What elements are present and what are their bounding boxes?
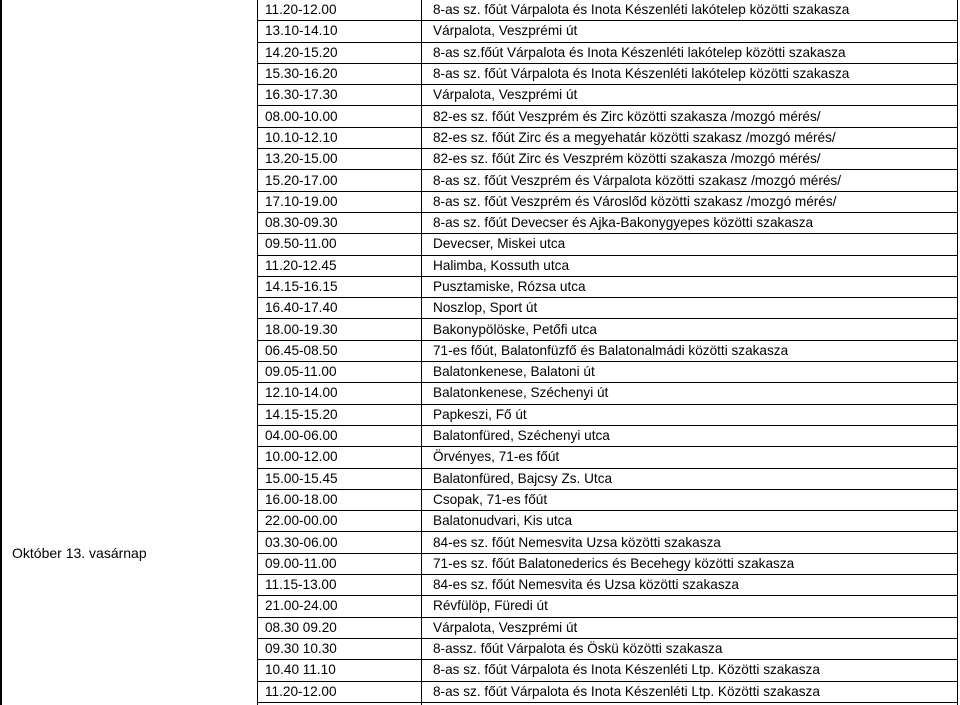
table-row xyxy=(257,553,958,574)
table-row xyxy=(257,42,958,63)
location-cell: Várpalota, Veszprémi út xyxy=(425,617,958,638)
location-cell: 8-as sz. főút Várpalota és Inota Készenléti lakótelep közötti szakasza xyxy=(425,0,958,21)
time-cell: 06.45-08.50 xyxy=(257,340,425,361)
table-row xyxy=(257,255,958,276)
table-row xyxy=(257,106,958,127)
location-cell: 82-es sz. főút Veszprém és Zirc közötti szakasza /mozgó mérés/ xyxy=(425,106,958,127)
time-cell: 15.00-15.45 xyxy=(257,468,425,489)
location-cell: 8-as sz. főút Devecser és Ajka-Bakonygyepes közötti szakasza xyxy=(425,212,958,233)
time-cell: 09.50-11.00 xyxy=(257,234,425,255)
location-cell: Devecser, Miskei utca xyxy=(425,234,958,255)
table-row xyxy=(257,170,958,191)
table-row xyxy=(257,149,958,170)
location-cell: 84-es sz. főút Nemesvita és Uzsa közötti szakasza xyxy=(425,575,958,596)
location-cell: 8-as sz. főút Várpalota és Inota Készenléti lakótelep közötti szakasza xyxy=(425,63,958,84)
time-cell: 13.20-15.00 xyxy=(257,149,425,170)
table-row xyxy=(257,63,958,84)
time-cell: 11.20-12.00 xyxy=(257,0,425,21)
table-row xyxy=(257,575,958,596)
time-cell: 12.10-14.00 xyxy=(257,383,425,404)
time-cell: 16.40-17.40 xyxy=(257,298,425,319)
table-row xyxy=(257,617,958,638)
table-row xyxy=(257,681,958,702)
table-row xyxy=(257,489,958,510)
location-cell: Balatonkenese, Balatoni út xyxy=(425,362,958,383)
location-cell: 71-es főút, Balatonfüzfő és Balatonalmádi közötti szakasza xyxy=(425,340,958,361)
time-cell: 17.10-19.00 xyxy=(257,191,425,212)
time-cell: 15.20-17.00 xyxy=(257,170,425,191)
location-cell: 8-as sz. főút Várpalota és Inota Készenléti Ltp. Közötti szakasza xyxy=(425,681,958,702)
time-cell: 09.05-11.00 xyxy=(257,362,425,383)
time-cell: 21.00-24.00 xyxy=(257,596,425,617)
time-cell: 08.00-10.00 xyxy=(257,106,425,127)
time-cell: 11.20-12.45 xyxy=(257,255,425,276)
time-cell: 10.10-12.10 xyxy=(257,127,425,148)
time-cell: 22.00-00.00 xyxy=(257,511,425,532)
location-cell: Balatonfüred, Széchenyi utca xyxy=(425,425,958,446)
table-row xyxy=(257,127,958,148)
time-cell: 15.30-16.20 xyxy=(257,63,425,84)
time-cell: 03.30-06.00 xyxy=(257,532,425,553)
location-cell: 8-as sz. főút Veszprém és Várpalota közötti szakasz /mozgó mérés/ xyxy=(425,170,958,191)
time-cell: 09.00-11.00 xyxy=(257,553,425,574)
location-cell: Várpalota, Veszprémi út xyxy=(425,21,958,42)
location-cell: 8-as sz.főút Várpalota és Inota Készenléti lakótelep közötti szakasza xyxy=(425,42,958,63)
time-cell: 16.00-18.00 xyxy=(257,489,425,510)
location-cell: Pusztamiske, Rózsa utca xyxy=(425,276,958,297)
table-row xyxy=(257,234,958,255)
table-row xyxy=(257,362,958,383)
time-cell: 14.15-16.15 xyxy=(257,276,425,297)
location-cell: 71-es sz. főút Balatonederics és Becehegy közötti szakasza xyxy=(425,553,958,574)
location-cell: 8-assz. főút Várpalota és Öskü közötti szakasza xyxy=(425,638,958,659)
table-row xyxy=(257,85,958,106)
day-label: Október 13. vasárnap xyxy=(12,545,147,561)
location-cell: Papkeszi, Fő út xyxy=(425,404,958,425)
location-cell: 82-es sz. főút Zirc és Veszprém közötti szakasza /mozgó mérés/ xyxy=(425,149,958,170)
location-cell: Halimba, Kossuth utca xyxy=(425,255,958,276)
location-cell: Révfülöp, Füredi út xyxy=(425,596,958,617)
table-row xyxy=(257,340,958,361)
table-row xyxy=(257,276,958,297)
location-cell: Várpalota, Veszprémi út xyxy=(425,85,958,106)
table-row xyxy=(257,404,958,425)
table-row xyxy=(257,298,958,319)
schedule-table xyxy=(257,0,958,703)
time-cell: 08.30 09.20 xyxy=(257,617,425,638)
location-cell: Balatonudvari, Kis utca xyxy=(425,511,958,532)
time-cell: 14.20-15.20 xyxy=(257,42,425,63)
left-border xyxy=(0,0,2,705)
time-cell: 11.20-12.00 xyxy=(257,681,425,702)
location-cell: Bakonypölöske, Petőfi utca xyxy=(425,319,958,340)
table-row xyxy=(257,447,958,468)
table-row xyxy=(257,319,958,340)
time-cell: 09.30 10.30 xyxy=(257,638,425,659)
location-cell: 84-es sz. főút Nemesvita Uzsa közötti szakasza xyxy=(425,532,958,553)
location-cell: Csopak, 71-es főút xyxy=(425,489,958,510)
location-cell: Balatonkenese, Széchenyi út xyxy=(425,383,958,404)
location-cell: Örvényes, 71-es főút xyxy=(425,447,958,468)
time-cell: 13.10-14.10 xyxy=(257,21,425,42)
table-row xyxy=(257,212,958,233)
table-row xyxy=(257,21,958,42)
time-cell: 18.00-19.30 xyxy=(257,319,425,340)
time-cell: 11.15-13.00 xyxy=(257,575,425,596)
time-cell: 04.00-06.00 xyxy=(257,425,425,446)
location-cell: Balatonfüred, Bajcsy Zs. Utca xyxy=(425,468,958,489)
location-cell: 8-as sz. főút Várpalota és Inota Készenléti Ltp. Közötti szakasza xyxy=(425,660,958,681)
table-row xyxy=(257,191,958,212)
time-cell: 10.40 11.10 xyxy=(257,660,425,681)
table-row xyxy=(257,660,958,681)
table-row xyxy=(257,596,958,617)
table-row xyxy=(257,638,958,659)
time-cell: 14.15-15.20 xyxy=(257,404,425,425)
table-row xyxy=(257,511,958,532)
location-cell: 82-es sz. főút Zirc és a megyehatár közötti szakasz /mozgó mérés/ xyxy=(425,127,958,148)
location-cell: 8-as sz. főút Veszprém és Városlőd közötti szakasz /mozgó mérés/ xyxy=(425,191,958,212)
time-cell: 16.30-17.30 xyxy=(257,85,425,106)
table-row xyxy=(257,468,958,489)
table-row xyxy=(257,383,958,404)
table-row xyxy=(257,532,958,553)
table-row xyxy=(257,425,958,446)
table-row xyxy=(257,0,958,21)
time-cell: 08.30-09.30 xyxy=(257,212,425,233)
location-cell: Noszlop, Sport út xyxy=(425,298,958,319)
time-cell: 10.00-12.00 xyxy=(257,447,425,468)
